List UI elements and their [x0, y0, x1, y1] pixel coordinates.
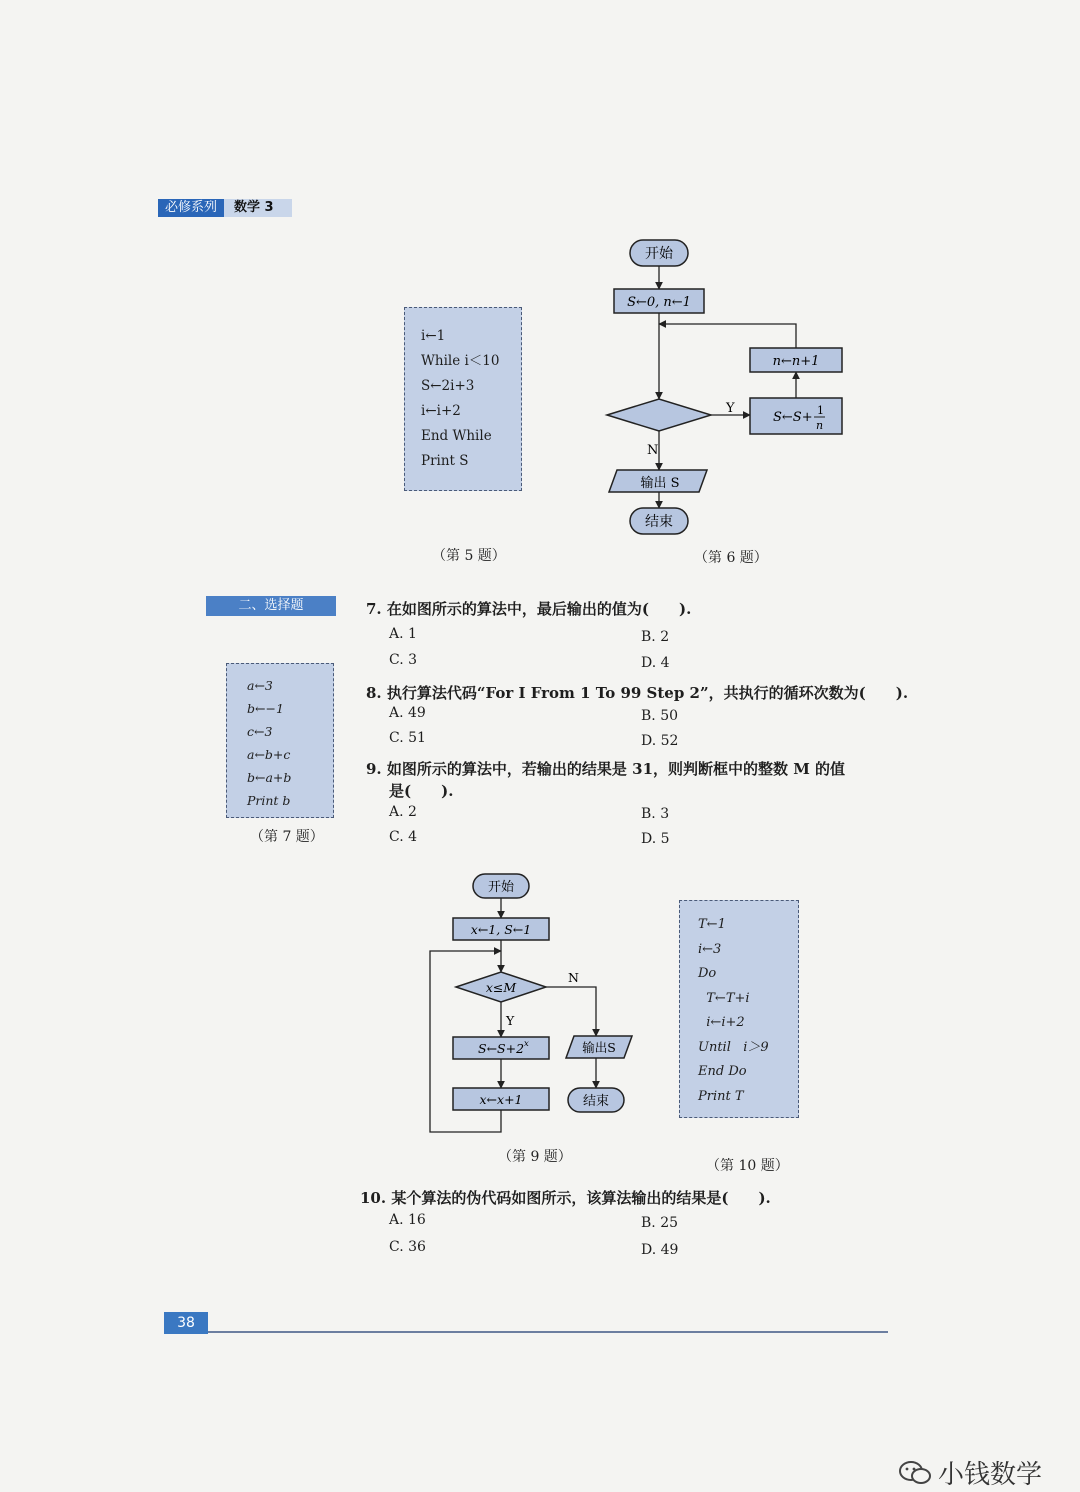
frac-den: n — [816, 419, 824, 432]
frac-num: 1 — [817, 404, 824, 417]
question-text: 执行算法代码“For I From 1 To 99 Step 2”，共执行的循环次数为( ). — [386, 684, 909, 702]
footer-rule — [208, 1331, 888, 1333]
code-line: c←3 — [247, 724, 273, 739]
book-label: 数学 3 — [224, 199, 292, 217]
init-label: S←0, n←1 — [627, 295, 691, 310]
update-n-label: n←n+1 — [772, 354, 820, 369]
code-line: End While — [421, 428, 492, 444]
question-text-cont: 是( ). — [389, 782, 454, 800]
book-header — [158, 199, 292, 217]
question-8 — [366, 682, 908, 703]
code-line: Do — [698, 966, 717, 981]
option: B. 3 — [641, 806, 670, 822]
decision-diamond — [607, 399, 711, 431]
code-line: T←1 — [698, 917, 726, 932]
update-s-label: S←S+2 — [478, 1041, 525, 1056]
option: C. 4 — [389, 829, 418, 845]
question-number: 9. — [366, 760, 382, 778]
update-x-label: x←x+1 — [479, 1092, 523, 1107]
page-number: 38 — [164, 1312, 208, 1334]
question-text: 如图所示的算法中，若输出的结果是 31，则判断框中的整数 M 的值 — [386, 760, 846, 778]
option: D. 49 — [641, 1242, 679, 1258]
start-label: 开始 — [487, 880, 515, 895]
option: D. 52 — [641, 733, 679, 749]
code-line: a←b+c — [247, 747, 291, 762]
no-label: N — [568, 970, 579, 985]
question-text: 在如图所示的算法中，最后输出的值为( ). — [386, 600, 692, 618]
no-label: N — [647, 443, 659, 458]
question-10 — [360, 1187, 771, 1208]
option: B. 50 — [641, 708, 679, 724]
fig6-flowchart — [590, 232, 860, 544]
fig5-code-box — [404, 307, 522, 491]
fig9-caption: （第 9 题） — [498, 1149, 572, 1165]
option: A. 16 — [389, 1212, 426, 1228]
fig6-caption: （第 6 题） — [694, 550, 768, 566]
option: C. 36 — [389, 1239, 426, 1255]
start-label: 开始 — [645, 246, 673, 262]
code-line: S←2i+3 — [421, 378, 475, 394]
code-line: i←3 — [698, 941, 722, 957]
code-line: i←i+2 — [698, 1015, 745, 1030]
option: D. 4 — [641, 655, 670, 671]
fig10-caption: （第 10 题） — [706, 1158, 789, 1174]
update-s-label: S←S+ — [773, 410, 813, 425]
code-line: a←3 — [247, 678, 273, 693]
code-line: Print b — [247, 793, 291, 808]
fig10-code-box — [679, 900, 799, 1118]
question-number: 10. — [360, 1189, 387, 1207]
output-label: 输出 S — [640, 476, 680, 491]
fig7-code-box — [226, 663, 334, 818]
question-text: 某个算法的伪代码如图所示，该算法输出的结果是( ). — [391, 1189, 771, 1207]
fig9-flowchart — [420, 868, 640, 1138]
yes-label: Y — [506, 1013, 515, 1028]
init-label: x←1, S←1 — [470, 922, 532, 937]
question-7 — [366, 598, 691, 619]
code-line: i←1 — [421, 328, 446, 344]
code-line: T←T+i — [698, 990, 750, 1006]
code-line: End Do — [698, 1064, 747, 1079]
watermark-text: 小钱数学 — [937, 1460, 1042, 1490]
code-line: While i＜10 — [421, 353, 500, 369]
section-title: 二、选择题 — [206, 596, 336, 616]
option: B. 25 — [641, 1215, 679, 1231]
exponent-label: x — [524, 1039, 529, 1049]
yes-label: Y — [726, 401, 735, 416]
fig5-caption: （第 5 题） — [432, 548, 506, 564]
cond-label: x≤M — [485, 980, 517, 995]
code-line: Print T — [698, 1088, 744, 1104]
end-label: 结束 — [582, 1094, 610, 1109]
option: D. 5 — [641, 831, 670, 847]
code-line: Until i＞9 — [698, 1039, 769, 1055]
wechat-icon — [898, 1460, 932, 1486]
fig7-caption: （第 7 题） — [250, 829, 324, 845]
option: C. 51 — [389, 730, 426, 746]
option: A. 1 — [389, 626, 417, 642]
option: A. 2 — [389, 804, 417, 820]
code-line: i←i+2 — [421, 403, 461, 419]
watermark — [898, 1454, 1042, 1491]
question-number: 7. — [366, 600, 382, 618]
option: C. 3 — [389, 652, 418, 668]
code-line: b←−1 — [247, 701, 284, 716]
code-line: b←a+b — [247, 770, 292, 785]
question-9 — [366, 758, 845, 779]
option: B. 2 — [641, 629, 670, 645]
code-line: Print S — [421, 453, 469, 469]
output-label: 输出S — [582, 1040, 616, 1055]
end-label: 结束 — [645, 514, 673, 530]
series-label: 必修系列 — [158, 199, 224, 217]
question-number: 8. — [366, 684, 382, 702]
option: A. 49 — [389, 705, 426, 721]
